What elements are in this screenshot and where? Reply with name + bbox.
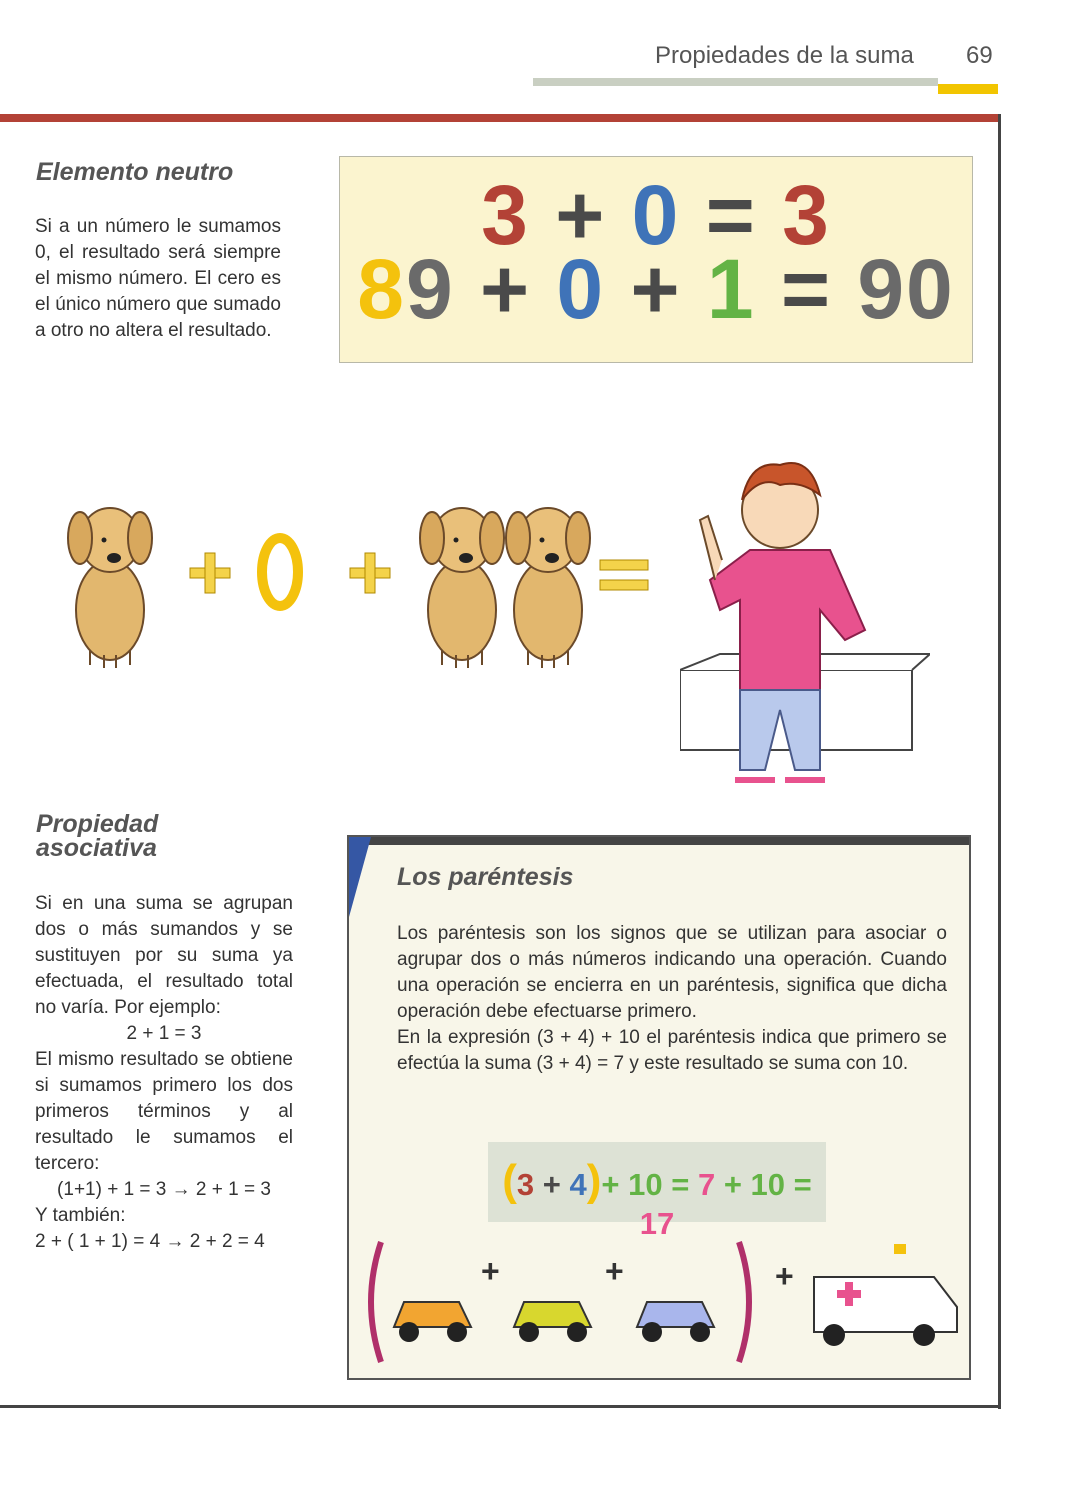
zero-symbol bbox=[262, 538, 298, 606]
running-header-title: Propiedades de la suma bbox=[655, 42, 914, 69]
open-paren: ( bbox=[502, 1156, 517, 1205]
parentesis-paragraph: En la expresión (3 + 4) + 10 el paréntesis indica que primero se efectúa la suma (3 + 4) = 7 y este resultado se suma con 10. bbox=[397, 1027, 947, 1074]
parentesis-text bbox=[397, 921, 947, 1077]
right-rule bbox=[998, 114, 1001, 1409]
top-rule bbox=[0, 114, 1000, 122]
header-accent-bar bbox=[938, 84, 998, 94]
eq-term-result: 90 bbox=[857, 242, 955, 336]
dog-icon bbox=[68, 508, 152, 668]
eq-term: 1 bbox=[706, 242, 756, 336]
plus-sign: + bbox=[605, 1253, 624, 1289]
car-icon bbox=[514, 1302, 591, 1342]
eq-term: 3 bbox=[782, 168, 831, 262]
asociativa-text bbox=[35, 891, 293, 1255]
title-line: asociativa bbox=[36, 834, 157, 862]
eq-operator: = bbox=[780, 242, 832, 336]
eq-term: 0 bbox=[556, 242, 606, 336]
eq-term: 0 bbox=[631, 168, 681, 262]
eq-operator: + bbox=[555, 168, 607, 262]
parentesis-paragraph: Los paréntesis son los signos que se utilizan para asociar o agrupar dos o más números indicando una operación. Cuando una operación se encierra en un paréntesis, significa que dicha operación debe efectuarse primero. bbox=[397, 923, 947, 1022]
close-paren: ) bbox=[586, 1156, 602, 1205]
equation-box bbox=[339, 156, 973, 363]
boy-on-box-illustration bbox=[680, 440, 930, 800]
ambulance-icon bbox=[814, 1244, 957, 1346]
dogs-illustration bbox=[60, 480, 680, 680]
eq-operator: + bbox=[630, 242, 682, 336]
asociativa-intro: Si en una suma se agrupan dos o más sumandos y se sustituyen por su suma ya efectuada, el resultado total no varía. Por ejemplo: bbox=[35, 893, 293, 1018]
expr-rest: + 10 = bbox=[601, 1167, 698, 1202]
example-line: 2 + 1 = 3 bbox=[126, 1023, 202, 1044]
page-number: 69 bbox=[966, 42, 993, 69]
dog-icon bbox=[420, 508, 504, 668]
cars-illustration bbox=[359, 1232, 963, 1372]
example-line: (1+1) + 1 = 3 → 2 + 1 = 3 bbox=[57, 1179, 271, 1200]
header-bar bbox=[533, 78, 938, 86]
equals-symbol bbox=[600, 560, 648, 590]
big-open-paren bbox=[371, 1242, 381, 1362]
plus-sign: + bbox=[481, 1253, 500, 1289]
title-line: Propiedad bbox=[36, 810, 159, 838]
box-corner-accent bbox=[349, 837, 371, 917]
expression-box bbox=[488, 1142, 826, 1241]
section-title-parentesis: Los paréntesis bbox=[397, 863, 574, 891]
plus-sign: + bbox=[775, 1258, 794, 1294]
expr-term: 7 bbox=[697, 1167, 716, 1202]
asociativa-mid: El mismo resultado se obtiene si sumamos primero los dos primeros términos y al resultado le sumamos el tercero: bbox=[35, 1049, 293, 1174]
equation-row-2 bbox=[340, 241, 972, 338]
plus-symbol bbox=[190, 553, 230, 593]
box-top-band bbox=[349, 837, 969, 845]
big-close-paren bbox=[739, 1242, 749, 1362]
asociativa-also: Y también: bbox=[35, 1205, 126, 1226]
dog-icon bbox=[506, 508, 590, 668]
expr-term: 3 bbox=[516, 1167, 535, 1202]
car-icon bbox=[637, 1302, 714, 1342]
eq-digit: 9 bbox=[405, 242, 455, 336]
section-title-asociativa bbox=[36, 812, 158, 860]
eq-digit: 8 bbox=[357, 242, 406, 336]
eq-term: 3 bbox=[481, 168, 530, 262]
expr-result: 17 bbox=[639, 1206, 675, 1241]
car-icon bbox=[394, 1302, 471, 1342]
expr-term: 4 bbox=[569, 1167, 587, 1202]
example-line: 2 + ( 1 + 1) = 4 → 2 + 2 = 4 bbox=[35, 1231, 265, 1252]
parentesis-box bbox=[347, 835, 971, 1380]
eq-term bbox=[857, 242, 954, 336]
eq-operator: = bbox=[705, 168, 757, 262]
expr-operator: + bbox=[534, 1167, 570, 1202]
eq-operator: + bbox=[480, 242, 532, 336]
section-title-neutro: Elemento neutro bbox=[36, 158, 234, 186]
expression bbox=[488, 1156, 826, 1242]
plus-symbol bbox=[350, 553, 390, 593]
bottom-rule bbox=[0, 1405, 1000, 1408]
expr-rest: + 10 = bbox=[715, 1167, 812, 1202]
neutro-paragraph: Si a un número le sumamos 0, el resultado será siempre el mismo número. El cero es el único número que sumado a otro no altera el resultado. bbox=[35, 216, 281, 341]
